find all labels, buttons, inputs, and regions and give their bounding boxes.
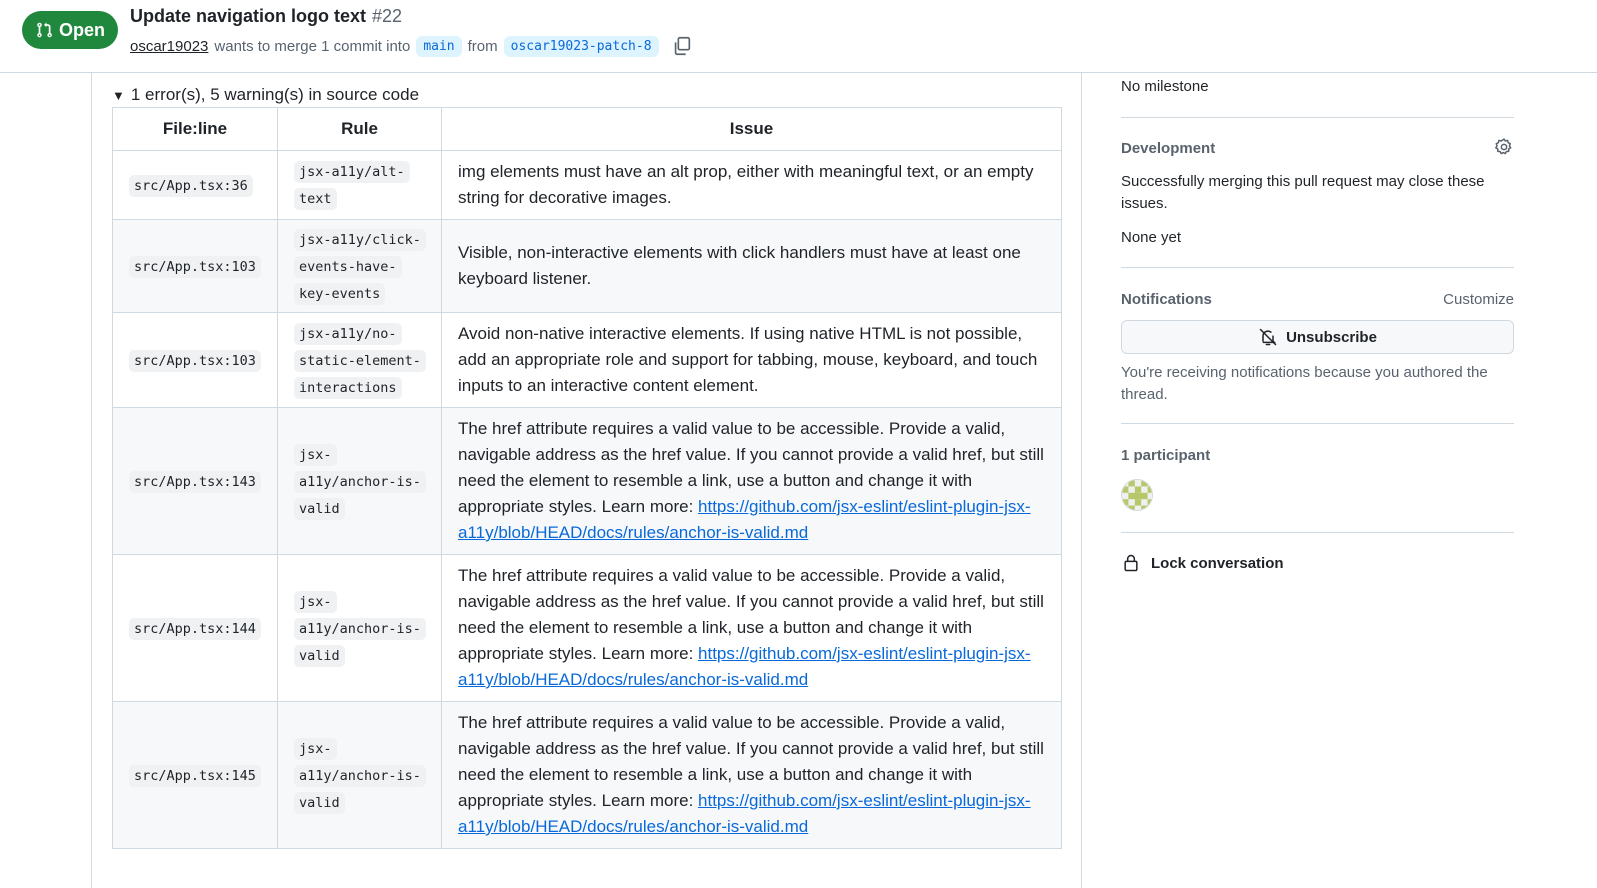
main-column: [91, 73, 1082, 888]
lock-conversation-button[interactable]: [1121, 553, 1284, 573]
state-badge: [22, 11, 118, 49]
table-row: [113, 555, 1062, 702]
development-none: None yet: [1121, 229, 1182, 246]
report-summary[interactable]: [112, 85, 419, 105]
bell-slash-icon: [1258, 327, 1278, 347]
column-header-issue: Issue: [442, 108, 1062, 151]
head-branch[interactable]: oscar19023-patch-8: [504, 36, 659, 57]
issue-text: The href attribute requires a valid value to be accessible. Provide a valid, navigable address as the href value. If you cannot provide a valid href, but still need the element to resemble a link, use a button and change it with appropriate styles. Learn more:: [458, 419, 1044, 516]
base-branch[interactable]: main: [416, 36, 461, 57]
issue-cell: [442, 151, 1062, 220]
fileline-cell: [113, 220, 278, 313]
fileline-cell: [113, 313, 278, 408]
unsubscribe-button[interactable]: [1121, 320, 1514, 354]
author-link[interactable]: oscar19023: [130, 37, 209, 55]
issue-text: Avoid non-native interactive elements. If using native HTML is not possible, add an appropriate role and support for tabbing, mouse, keyboard, and touch inputs to an interactive content element.: [458, 324, 1038, 395]
rule-code: jsx-a11y/click-events-have-key-events: [294, 229, 426, 305]
table-header-row: [113, 108, 1062, 151]
fileline-cell: [113, 555, 278, 702]
rule-cell: [278, 702, 442, 849]
rule-code: jsx-a11y/no-static-element-interactions: [294, 323, 426, 399]
column-header-fileline: File:line: [113, 108, 278, 151]
lock-label: Lock conversation: [1151, 554, 1284, 572]
notifications-heading: Notifications: [1121, 291, 1212, 308]
issue-cell: [442, 702, 1062, 849]
development-text: Successfully merging this pull request may close these issues.: [1121, 173, 1485, 212]
issue-text: The href attribute requires a valid value to be accessible. Provide a valid, navigable address as the href value. If you cannot provide a valid href, but still need the element to resemble a link, use a button and change it with appropriate styles. Learn more:: [458, 713, 1044, 810]
issue-cell: [442, 408, 1062, 555]
issue-text: img elements must have an alt prop, either with meaningful text, or an empty string for decorative images.: [458, 162, 1034, 207]
state-label: Open: [58, 19, 105, 40]
rule-docs-link[interactable]: https://github.com/jsx-eslint/eslint-plugin-jsx-a11y/blob/HEAD/docs/rules/anchor-is-valid.md: [458, 497, 1031, 542]
divider: [1121, 423, 1514, 424]
fileline-code: src/App.tsx:145: [129, 765, 261, 787]
table-row: [113, 220, 1062, 313]
rule-cell: [278, 151, 442, 220]
merge-text: wants to merge 1 commit into: [214, 37, 411, 55]
divider: [1121, 117, 1514, 118]
rule-code: jsx-a11y/anchor-is-valid: [294, 444, 426, 520]
table-row: [113, 313, 1062, 408]
summary-text: 1 error(s), 5 warning(s) in source code: [130, 85, 420, 104]
customize-link[interactable]: Customize: [1443, 291, 1514, 308]
copy-icon[interactable]: [671, 35, 693, 57]
avatar[interactable]: [1121, 479, 1153, 511]
rule-docs-link[interactable]: https://github.com/jsx-eslint/eslint-plugin-jsx-a11y/blob/HEAD/docs/rules/anchor-is-valid.md: [458, 644, 1031, 689]
rule-cell: [278, 220, 442, 313]
pr-header: [0, 0, 1597, 73]
from-text: from: [467, 37, 498, 55]
git-pull-request-icon: [35, 21, 53, 39]
rule-cell: [278, 313, 442, 408]
lock-icon: [1121, 553, 1141, 573]
pr-meta: [130, 35, 693, 57]
issue-cell: [442, 555, 1062, 702]
rule-code: jsx-a11y/alt-text: [294, 161, 410, 210]
rule-docs-link[interactable]: https://github.com/jsx-eslint/eslint-plugin-jsx-a11y/blob/HEAD/docs/rules/anchor-is-valid.md: [458, 791, 1031, 836]
table-row: [113, 151, 1062, 220]
column-header-rule: Rule: [278, 108, 442, 151]
issues-table: [112, 107, 1062, 849]
rule-code: jsx-a11y/anchor-is-valid: [294, 591, 426, 667]
fileline-code: src/App.tsx:143: [129, 471, 261, 493]
issue-cell: [442, 313, 1062, 408]
milestone-value: No milestone: [1121, 78, 1209, 95]
divider: [1121, 532, 1514, 533]
fileline-cell: [113, 151, 278, 220]
fileline-cell: [113, 408, 278, 555]
issue-cell: [442, 220, 1062, 313]
table-row: [113, 702, 1062, 849]
rule-code: jsx-a11y/anchor-is-valid: [294, 738, 426, 814]
triangle-down-icon: ▼: [112, 87, 125, 103]
identicon-icon: [1122, 480, 1153, 511]
notifications-text: You're receiving notifications because you authored the thread.: [1121, 364, 1488, 403]
fileline-code: src/App.tsx:144: [129, 618, 261, 640]
gear-icon[interactable]: [1494, 137, 1514, 157]
pr-number: #22: [372, 6, 403, 26]
pr-title-text: Update navigation logo text: [130, 6, 367, 26]
unsubscribe-label: Unsubscribe: [1286, 328, 1377, 346]
fileline-code: src/App.tsx:103: [129, 350, 261, 372]
table-row: [113, 408, 1062, 555]
development-heading[interactable]: Development: [1121, 140, 1216, 157]
issue-text: The href attribute requires a valid value to be accessible. Provide a valid, navigable address as the href value. If you cannot provide a valid href, but still need the element to resemble a link, use a button and change it with appropriate styles. Learn more:: [458, 566, 1044, 663]
fileline-code: src/App.tsx:103: [129, 256, 261, 278]
fileline-code: src/App.tsx:36: [129, 175, 253, 197]
fileline-cell: [113, 702, 278, 849]
page-title: [130, 6, 402, 27]
issue-text: Visible, non-interactive elements with click handlers must have at least one keyboard listener.: [458, 243, 1021, 288]
rule-cell: [278, 555, 442, 702]
participants-heading: 1 participant: [1121, 447, 1211, 464]
divider: [1121, 267, 1514, 268]
rule-cell: [278, 408, 442, 555]
